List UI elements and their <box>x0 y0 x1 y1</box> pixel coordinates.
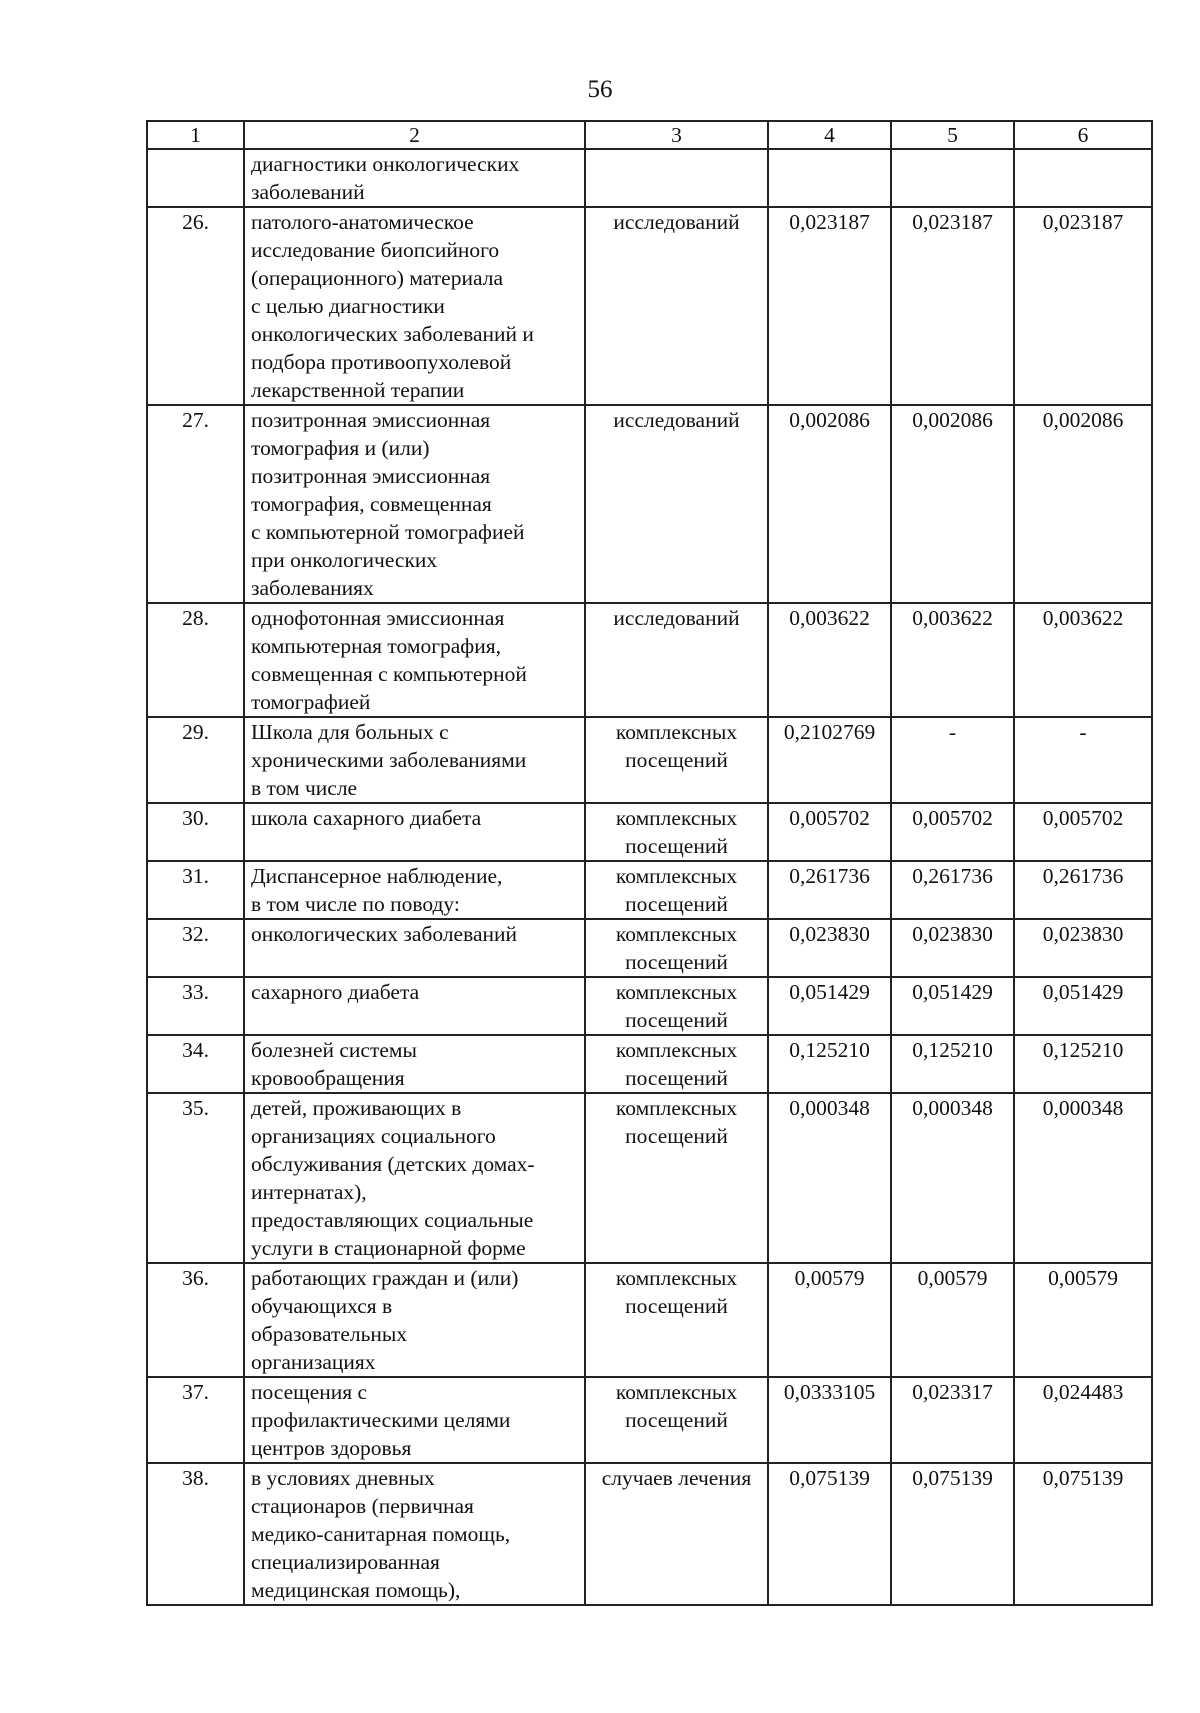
value-col-6: 0,023830 <box>1014 919 1152 977</box>
row-name-line: работающих граждан и (или) <box>251 1266 519 1290</box>
row-unit-line: комплексных <box>615 720 738 744</box>
value-col-5: 0,023830 <box>891 919 1014 977</box>
row-name-line: диагностики онкологических <box>251 152 520 176</box>
row-name-line: онкологических заболеваний и <box>251 322 534 346</box>
row-name-line: болезней системы <box>251 1038 417 1062</box>
table-row <box>147 405 1152 603</box>
row-name <box>244 405 585 603</box>
row-name <box>244 603 585 717</box>
row-name <box>244 149 585 207</box>
row-unit <box>585 405 768 603</box>
row-unit-line: исследований <box>613 606 740 630</box>
row-name-line: томография и (или) <box>251 436 430 460</box>
row-name-line: медицинская помощь), <box>251 1578 461 1602</box>
row-name <box>244 1093 585 1263</box>
value-col-6: 0,00579 <box>1014 1263 1152 1377</box>
row-name <box>244 1263 585 1377</box>
column-header: 2 <box>244 121 585 149</box>
value-col-6: 0,075139 <box>1014 1463 1152 1605</box>
row-unit-line: посещений <box>625 748 728 772</box>
row-name-line: однофотонная эмиссионная <box>251 606 505 630</box>
value-col-6: 0,261736 <box>1014 861 1152 919</box>
row-unit-line: комплексных <box>615 1038 738 1062</box>
row-unit <box>585 1263 768 1377</box>
row-unit-line: посещений <box>625 1294 728 1318</box>
value-col-5: 0,005702 <box>891 803 1014 861</box>
table-row <box>147 603 1152 717</box>
row-name-line: заболеваний <box>251 180 365 204</box>
row-unit-line: посещений <box>625 1008 728 1032</box>
value-col-6: 0,005702 <box>1014 803 1152 861</box>
row-name <box>244 1463 585 1605</box>
data-table <box>146 120 1153 1606</box>
value-col-4: 0,003622 <box>768 603 891 717</box>
value-col-5: 0,023317 <box>891 1377 1014 1463</box>
value-col-5: - <box>891 717 1014 803</box>
column-header: 6 <box>1014 121 1152 149</box>
row-name-line: томография, совмещенная <box>251 492 492 516</box>
value-col-4: 0,0333105 <box>768 1377 891 1463</box>
row-name-line: томографией <box>251 690 371 714</box>
value-col-5 <box>891 149 1014 207</box>
row-unit-line: посещений <box>625 1066 728 1090</box>
row-name-line: с целью диагностики <box>251 294 445 318</box>
row-name-line: Диспансерное наблюдение, <box>251 864 503 888</box>
row-unit <box>585 861 768 919</box>
value-col-4: 0,023187 <box>768 207 891 405</box>
row-unit-line: комплексных <box>615 864 738 888</box>
row-unit <box>585 603 768 717</box>
table-row <box>147 861 1152 919</box>
row-number: 35. <box>147 1093 244 1263</box>
row-name <box>244 919 585 977</box>
row-name-line: в том числе по поводу: <box>251 892 460 916</box>
value-col-4: 0,002086 <box>768 405 891 603</box>
row-unit-line: посещений <box>625 1408 728 1432</box>
row-unit-line: посещений <box>625 834 728 858</box>
row-number: 37. <box>147 1377 244 1463</box>
value-col-4: 0,261736 <box>768 861 891 919</box>
row-unit <box>585 1035 768 1093</box>
row-name-line: обслуживания (детских домах- <box>251 1152 535 1176</box>
row-number: 38. <box>147 1463 244 1605</box>
table-row <box>147 717 1152 803</box>
row-unit-line: посещений <box>625 950 728 974</box>
value-col-5: 0,075139 <box>891 1463 1014 1605</box>
row-name-line: предоставляющих социальные <box>251 1208 534 1232</box>
row-unit-line: комплексных <box>615 1266 738 1290</box>
row-name-line: компьютерная томография, <box>251 634 502 658</box>
column-header: 5 <box>891 121 1014 149</box>
row-unit <box>585 1377 768 1463</box>
row-unit <box>585 717 768 803</box>
value-col-5: 0,00579 <box>891 1263 1014 1377</box>
table-row <box>147 1377 1152 1463</box>
row-unit <box>585 207 768 405</box>
value-col-6: 0,024483 <box>1014 1377 1152 1463</box>
value-col-6: - <box>1014 717 1152 803</box>
value-col-4: 0,2102769 <box>768 717 891 803</box>
value-col-6: 0,125210 <box>1014 1035 1152 1093</box>
row-name <box>244 861 585 919</box>
value-col-6: 0,023187 <box>1014 207 1152 405</box>
row-name <box>244 803 585 861</box>
value-col-4: 0,000348 <box>768 1093 891 1263</box>
row-name-line: исследование биопсийного <box>251 238 500 262</box>
row-unit-line: исследований <box>613 408 740 432</box>
value-col-4: 0,125210 <box>768 1035 891 1093</box>
row-name-line: школа сахарного диабета <box>251 806 482 830</box>
column-number-row <box>147 121 1152 149</box>
row-unit-line: исследований <box>613 210 740 234</box>
row-name-line: заболеваниях <box>251 576 374 600</box>
row-number: 34. <box>147 1035 244 1093</box>
row-unit-line: случаев лечения <box>601 1466 752 1490</box>
row-name-line: подбора противоопухолевой <box>251 350 512 374</box>
value-col-4: 0,051429 <box>768 977 891 1035</box>
row-name-line: услуги в стационарной форме <box>251 1236 526 1260</box>
value-col-5: 0,002086 <box>891 405 1014 603</box>
table-row <box>147 207 1152 405</box>
table-row <box>147 977 1152 1035</box>
row-name-line: обучающихся в <box>251 1294 393 1318</box>
value-col-5: 0,261736 <box>891 861 1014 919</box>
row-name-line: интернатах), <box>251 1180 367 1204</box>
row-unit <box>585 149 768 207</box>
row-unit-line: комплексных <box>615 1096 738 1120</box>
table-row <box>147 1463 1152 1605</box>
row-unit-line: комплексных <box>615 1380 738 1404</box>
row-number <box>147 149 244 207</box>
row-number: 27. <box>147 405 244 603</box>
value-col-5: 0,051429 <box>891 977 1014 1035</box>
page-number: 56 <box>587 76 613 103</box>
column-header: 3 <box>585 121 768 149</box>
value-col-5: 0,125210 <box>891 1035 1014 1093</box>
row-name-line: в том числе <box>251 776 358 800</box>
column-header: 1 <box>147 121 244 149</box>
row-number: 31. <box>147 861 244 919</box>
value-col-6: 0,051429 <box>1014 977 1152 1035</box>
value-col-5: 0,000348 <box>891 1093 1014 1263</box>
row-name-line: Школа для больных с <box>251 720 449 744</box>
row-name <box>244 1377 585 1463</box>
row-number: 28. <box>147 603 244 717</box>
row-name-line: посещения с <box>251 1380 368 1404</box>
row-name-line: (операционного) материала <box>251 266 503 290</box>
row-name <box>244 977 585 1035</box>
table-row <box>147 149 1152 207</box>
row-name-line: совмещенная с компьютерной <box>251 662 527 686</box>
row-unit-line: комплексных <box>615 980 738 1004</box>
value-col-5: 0,023187 <box>891 207 1014 405</box>
value-col-6: 0,003622 <box>1014 603 1152 717</box>
row-name-line: в условиях дневных <box>251 1466 435 1490</box>
value-col-4: 0,075139 <box>768 1463 891 1605</box>
row-unit <box>585 1463 768 1605</box>
row-unit <box>585 919 768 977</box>
row-name-line: онкологических заболеваний <box>251 922 518 946</box>
value-col-4: 0,005702 <box>768 803 891 861</box>
row-number: 30. <box>147 803 244 861</box>
row-unit-line: комплексных <box>615 806 738 830</box>
column-header: 4 <box>768 121 891 149</box>
row-name-line: кровообращения <box>251 1066 405 1090</box>
row-name-line: профилактическими целями <box>251 1408 511 1432</box>
row-name-line: позитронная эмиссионная <box>251 408 491 432</box>
value-col-6 <box>1014 149 1152 207</box>
row-name <box>244 207 585 405</box>
row-name <box>244 717 585 803</box>
table-row <box>147 1035 1152 1093</box>
table-row <box>147 803 1152 861</box>
table-row <box>147 1263 1152 1377</box>
row-name-line: детей, проживающих в <box>251 1096 462 1120</box>
value-col-4: 0,023830 <box>768 919 891 977</box>
value-col-4: 0,00579 <box>768 1263 891 1377</box>
row-name-line: с компьютерной томографией <box>251 520 525 544</box>
row-unit-line: посещений <box>625 892 728 916</box>
value-col-5: 0,003622 <box>891 603 1014 717</box>
row-number: 33. <box>147 977 244 1035</box>
row-unit-line: посещений <box>625 1124 728 1148</box>
row-name-line: организациях социального <box>251 1124 496 1148</box>
row-name <box>244 1035 585 1093</box>
row-unit <box>585 803 768 861</box>
row-name-line: стационаров (первичная <box>251 1494 474 1518</box>
row-name-line: организациях <box>251 1350 376 1374</box>
row-number: 29. <box>147 717 244 803</box>
row-name-line: специализированная <box>251 1550 440 1574</box>
row-name-line: патолого-анатомическое <box>251 210 474 234</box>
row-name-line: образовательных <box>251 1322 408 1346</box>
row-name-line: при онкологических <box>251 548 438 572</box>
value-col-4 <box>768 149 891 207</box>
row-unit <box>585 977 768 1035</box>
row-name-line: сахарного диабета <box>251 980 420 1004</box>
table-row <box>147 919 1152 977</box>
row-name-line: медико-санитарная помощь, <box>251 1522 511 1546</box>
row-name-line: лекарственной терапии <box>251 378 465 402</box>
row-number: 36. <box>147 1263 244 1377</box>
row-unit-line: комплексных <box>615 922 738 946</box>
row-name-line: хроническими заболеваниями <box>251 748 527 772</box>
row-unit <box>585 1093 768 1263</box>
row-number: 32. <box>147 919 244 977</box>
row-name-line: центров здоровья <box>251 1436 412 1460</box>
row-number: 26. <box>147 207 244 405</box>
row-name-line: позитронная эмиссионная <box>251 464 491 488</box>
value-col-6: 0,000348 <box>1014 1093 1152 1263</box>
table-row <box>147 1093 1152 1263</box>
value-col-6: 0,002086 <box>1014 405 1152 603</box>
